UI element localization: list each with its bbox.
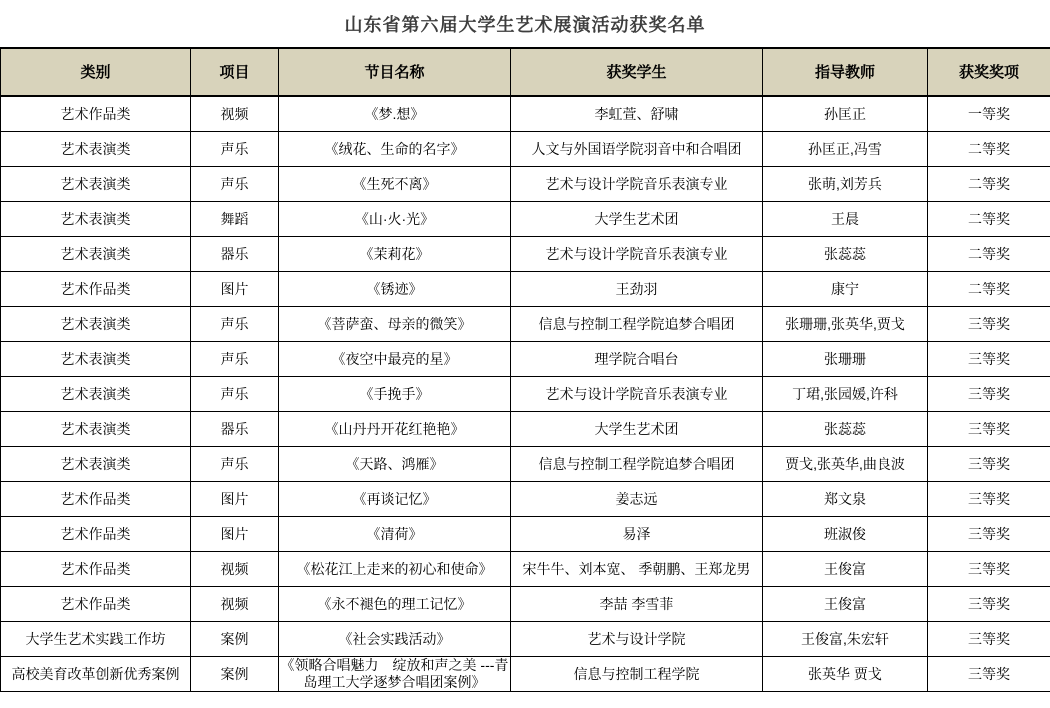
table-cell: 三等奖 xyxy=(928,552,1050,587)
table-cell: 《松花江上走来的初心和使命》 xyxy=(279,552,511,587)
table-cell: 理学院合唱台 xyxy=(511,342,763,377)
table-cell: 班淑俊 xyxy=(763,517,928,552)
table-body xyxy=(1,96,1050,692)
table-cell: 艺术表演类 xyxy=(1,377,191,412)
table-row xyxy=(1,412,1050,447)
table-cell: 视频 xyxy=(191,552,279,587)
table-cell: 艺术作品类 xyxy=(1,517,191,552)
table-cell: 三等奖 xyxy=(928,447,1050,482)
table-cell: 三等奖 xyxy=(928,307,1050,342)
table-cell: 舞蹈 xyxy=(191,202,279,237)
table-cell: 二等奖 xyxy=(928,132,1050,167)
table-row xyxy=(1,272,1050,307)
table-cell: 三等奖 xyxy=(928,342,1050,377)
table-cell: 声乐 xyxy=(191,377,279,412)
table-row xyxy=(1,132,1050,167)
table-cell: 三等奖 xyxy=(928,377,1050,412)
table-cell: 《山丹丹开花红艳艳》 xyxy=(279,412,511,447)
table-cell: 三等奖 xyxy=(928,482,1050,517)
table-row xyxy=(1,622,1050,657)
table-cell: 声乐 xyxy=(191,307,279,342)
table-cell: 《天路、鸿雁》 xyxy=(279,447,511,482)
table-cell: 二等奖 xyxy=(928,202,1050,237)
table-cell: 声乐 xyxy=(191,342,279,377)
table-cell: 《锈迹》 xyxy=(279,272,511,307)
table-cell: 信息与控制工程学院 xyxy=(511,657,763,692)
table-row xyxy=(1,307,1050,342)
table-cell: 艺术作品类 xyxy=(1,587,191,622)
table-cell: 张珊珊,张英华,贾戈 xyxy=(763,307,928,342)
table-cell: 《永不褪色的理工记忆》 xyxy=(279,587,511,622)
table-cell: 《菩萨蛮、母亲的微笑》 xyxy=(279,307,511,342)
table-cell: 《社会实践活动》 xyxy=(279,622,511,657)
table-row xyxy=(1,517,1050,552)
table-cell: 易泽 xyxy=(511,517,763,552)
table-cell: 信息与控制工程学院追梦合唱团 xyxy=(511,447,763,482)
table-row xyxy=(1,552,1050,587)
table-cell: 孙匡正,冯雪 xyxy=(763,132,928,167)
table-cell: 图片 xyxy=(191,517,279,552)
table-cell: 三等奖 xyxy=(928,657,1050,692)
table-cell: 一等奖 xyxy=(928,96,1050,132)
table-cell: 张蕊蕊 xyxy=(763,237,928,272)
table-cell: 艺术表演类 xyxy=(1,132,191,167)
table-row xyxy=(1,587,1050,622)
table-cell: 《绒花、生命的名字》 xyxy=(279,132,511,167)
table-cell: 《手挽手》 xyxy=(279,377,511,412)
table-row xyxy=(1,377,1050,412)
table-row xyxy=(1,96,1050,132)
table-cell: 高校美育改革创新优秀案例 xyxy=(1,657,191,692)
table-cell: 郑文泉 xyxy=(763,482,928,517)
table-cell: 李虹萱、舒啸 xyxy=(511,96,763,132)
table-cell: 艺术表演类 xyxy=(1,202,191,237)
table-cell: 王俊富 xyxy=(763,552,928,587)
table-cell: 人文与外国语学院羽音中和合唱团 xyxy=(511,132,763,167)
table-cell: 王晨 xyxy=(763,202,928,237)
table-cell: 张萌,刘芳兵 xyxy=(763,167,928,202)
table-cell: 图片 xyxy=(191,272,279,307)
table-cell: 器乐 xyxy=(191,412,279,447)
table-row xyxy=(1,167,1050,202)
table-cell: 艺术表演类 xyxy=(1,412,191,447)
table-cell: 三等奖 xyxy=(928,587,1050,622)
table-cell: 艺术表演类 xyxy=(1,447,191,482)
table-cell: 《山·火·光》 xyxy=(279,202,511,237)
table-cell: 大学生艺术实践工作坊 xyxy=(1,622,191,657)
table-cell: 艺术表演类 xyxy=(1,342,191,377)
table-cell: 大学生艺术团 xyxy=(511,202,763,237)
table-cell: 孙匡正 xyxy=(763,96,928,132)
table-row xyxy=(1,447,1050,482)
table-cell: 贾戈,张英华,曲良波 xyxy=(763,447,928,482)
column-header: 项目 xyxy=(191,48,279,96)
table-cell: 王劲羽 xyxy=(511,272,763,307)
table-cell: 《生死不离》 xyxy=(279,167,511,202)
title-bar xyxy=(0,0,1050,47)
table-cell: 案例 xyxy=(191,657,279,692)
table-cell: 宋牛牛、刘本宽、 季朝鹏、王郑龙男 xyxy=(511,552,763,587)
table-cell: 艺术作品类 xyxy=(1,272,191,307)
table-cell: 《梦.想》 xyxy=(279,96,511,132)
table-cell: 声乐 xyxy=(191,447,279,482)
table-header xyxy=(1,48,1050,96)
table-cell: 艺术与设计学院音乐表演专业 xyxy=(511,167,763,202)
table-cell: 二等奖 xyxy=(928,167,1050,202)
table-cell: 《清荷》 xyxy=(279,517,511,552)
page-title: 山东省第六届大学生艺术展演活动获奖名单 xyxy=(344,14,706,35)
table-cell: 《再谈记忆》 xyxy=(279,482,511,517)
header-row xyxy=(1,48,1050,96)
table-cell: 张蕊蕊 xyxy=(763,412,928,447)
column-header: 获奖学生 xyxy=(511,48,763,96)
table-cell: 艺术表演类 xyxy=(1,167,191,202)
table-cell: 器乐 xyxy=(191,237,279,272)
table-cell: 王俊富,朱宏轩 xyxy=(763,622,928,657)
table-cell: 艺术表演类 xyxy=(1,307,191,342)
table-cell: 艺术作品类 xyxy=(1,482,191,517)
awards-table xyxy=(0,47,1050,692)
table-cell: 《夜空中最亮的星》 xyxy=(279,342,511,377)
table-row xyxy=(1,482,1050,517)
table-cell: 信息与控制工程学院追梦合唱团 xyxy=(511,307,763,342)
table-cell: 艺术与设计学院音乐表演专业 xyxy=(511,377,763,412)
table-cell: 三等奖 xyxy=(928,412,1050,447)
table-cell: 张珊珊 xyxy=(763,342,928,377)
table-row xyxy=(1,342,1050,377)
column-header: 获奖奖项 xyxy=(928,48,1050,96)
table-cell: 声乐 xyxy=(191,167,279,202)
table-row xyxy=(1,237,1050,272)
table-cell: 艺术作品类 xyxy=(1,552,191,587)
table-cell: 《领略合唱魅力 绽放和声之美 ---青岛理工大学逐梦合唱团案例》 xyxy=(279,657,511,692)
table-row xyxy=(1,657,1050,692)
table-cell: 姜志远 xyxy=(511,482,763,517)
column-header: 节目名称 xyxy=(279,48,511,96)
table-cell: 三等奖 xyxy=(928,622,1050,657)
table-cell: 李喆 李雪菲 xyxy=(511,587,763,622)
table-cell: 丁珺,张园媛,许科 xyxy=(763,377,928,412)
column-header: 类别 xyxy=(1,48,191,96)
table-cell: 案例 xyxy=(191,622,279,657)
table-cell: 二等奖 xyxy=(928,272,1050,307)
table-cell: 艺术与设计学院 xyxy=(511,622,763,657)
table-cell: 视频 xyxy=(191,587,279,622)
table-cell: 《茉莉花》 xyxy=(279,237,511,272)
table-cell: 声乐 xyxy=(191,132,279,167)
table-cell: 艺术表演类 xyxy=(1,237,191,272)
table-cell: 三等奖 xyxy=(928,517,1050,552)
column-header: 指导教师 xyxy=(763,48,928,96)
table-row xyxy=(1,202,1050,237)
table-cell: 艺术与设计学院音乐表演专业 xyxy=(511,237,763,272)
table-cell: 张英华 贾戈 xyxy=(763,657,928,692)
table-cell: 图片 xyxy=(191,482,279,517)
table-cell: 视频 xyxy=(191,96,279,132)
table-cell: 艺术作品类 xyxy=(1,96,191,132)
table-cell: 康宁 xyxy=(763,272,928,307)
table-cell: 王俊富 xyxy=(763,587,928,622)
table-cell: 二等奖 xyxy=(928,237,1050,272)
table-cell: 大学生艺术团 xyxy=(511,412,763,447)
